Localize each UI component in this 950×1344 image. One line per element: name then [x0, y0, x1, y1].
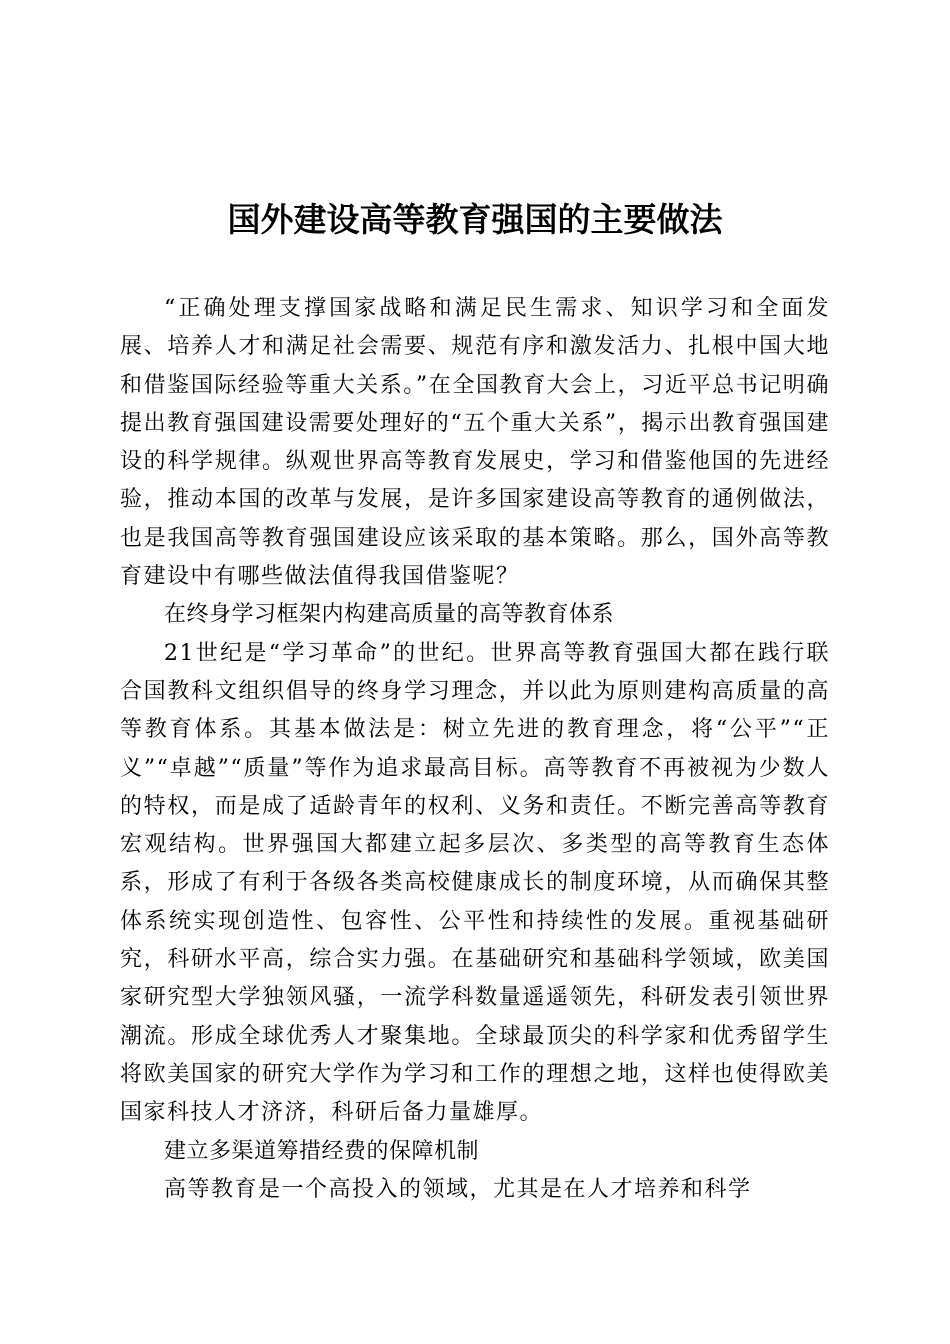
document-body: [120, 290, 830, 1209]
section-heading-lifelong-learning: 在终身学习框架内构建高质量的高等教育体系: [164, 602, 615, 628]
intro-paragraph: “正确处理支撑国家战略和满足民生需求、知识学习和全面发展、培养人才和满足社会需要、规范有序和激发活力、扎根中国大地和借鉴国际经验等重大关系。”在全国教育大会上，习近平总书记明确提出教育强国建设需要处理好的“五个重大关系”，揭示出教育强国建设的科学规律。纵观世界高等教育发展史，学习和借鉴他国的先进经验，推动本国的改革与发展，是许多国家建设高等教育的通例做法，也是我国高等教育强国建设应该采取的基本策略。那么，国外高等教育建设中有哪些做法值得我国借鉴呢？: [120, 296, 830, 590]
document-title: 国外建设高等教育强国的主要做法: [227, 200, 723, 239]
section-paragraph-funding: 高等教育是一个高投入的领域，尤其是在人才培养和科学: [164, 1176, 752, 1202]
section-paragraph-lifelong-learning: 21世纪是“学习革命”的世纪。世界高等教育强国大都在践行联合国教科文组织倡导的终身学习理念，并以此为原则建构高质量的高等教育体系。其基本做法是：树立先进的教育理念，将“公平”“正义”“卓越”“质量”等作为追求最高目标。高等教育不再被视为少数人的特权，而是成了适龄青年的权利、义务和责任。不断完善高等教育宏观结构。世界强国大都建立起多层次、多类型的高等教育生态体系，形成了有利于各级各类高校健康成长的制度环境，从而确保其整体系统实现创造性、包容性、公平性和持续性的发展。重视基础研究，科研水平高，综合实力强。在基础研究和基础科学领域，欧美国家研究型大学独领风骚，一流学科数量遥遥领先，科研发表引领世界潮流。形成全球优秀人才聚集地。全球最顶尖的科学家和优秀留学生将欧美国家的研究大学作为学习和工作的理想之地，这样也使得欧美国家科技人才济济，科研后备力量雄厚。: [120, 640, 830, 1126]
section-heading-funding: 建立多渠道筹措经费的保障机制: [164, 1138, 480, 1164]
